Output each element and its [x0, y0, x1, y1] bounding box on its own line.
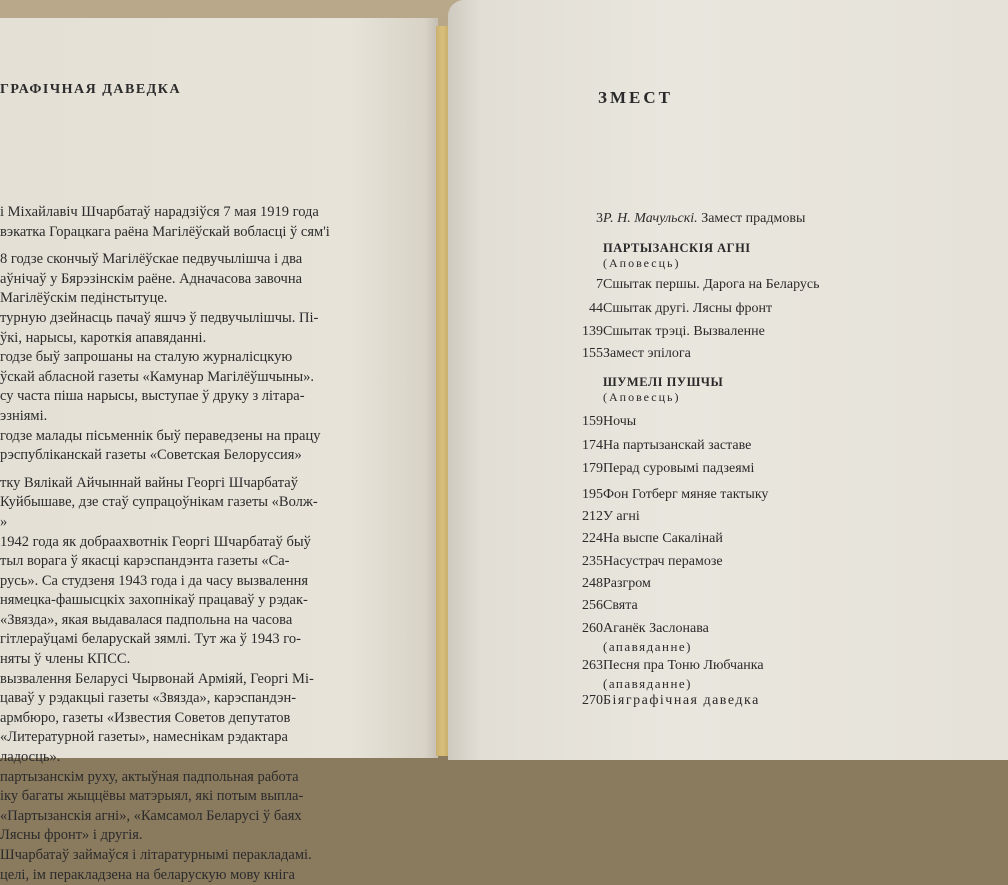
toc-entry-title: Свята: [603, 598, 638, 613]
toc-page-number: 139: [582, 324, 603, 339]
left-page-line: 8 годзе скончыў Магілёўскае педвучылішча і два: [0, 251, 303, 268]
toc-page-number: 195: [582, 487, 603, 502]
toc-section-subtitle: (Аповесць): [603, 390, 681, 404]
toc-entry-title: Замест эпілога: [603, 346, 691, 361]
left-page-line: Лясны фронт» і другія.: [0, 827, 143, 844]
toc-page-number: 7: [596, 277, 603, 292]
toc-entry-title: Ночы: [603, 414, 637, 429]
toc-entry-text: [603, 575, 651, 593]
left-page-heading: ГРАФІЧНАЯ ДАВЕДКА: [0, 82, 182, 97]
left-page-line: су часта піша нарысы, выступае ў друку з літара-: [0, 388, 305, 405]
toc-entry: [448, 486, 1008, 506]
right-page: [448, 0, 1008, 760]
toc-entry: [448, 657, 1008, 693]
toc-entry-text: [603, 460, 754, 478]
toc-entry-title: Перад суровымі падзеямі: [603, 461, 755, 476]
toc-entry-note: (апавяданне): [603, 676, 692, 691]
toc-entry-text: [603, 276, 820, 294]
toc-entry-text: [603, 413, 636, 431]
toc-entry-text: [603, 597, 638, 615]
toc-entry-title: Разгром: [603, 576, 651, 591]
toc-section-title: ШУМЕЛІ ПУШЧЫ: [603, 375, 724, 389]
toc-page-number: 159: [582, 414, 603, 429]
toc-entry: [448, 530, 1008, 550]
toc-entry-text: [603, 657, 764, 693]
left-page-line: гітлераўцамі беларускай зямлі. Тут жа ў 1943 го-: [0, 631, 301, 648]
left-page-line: турную дзейнасць пачаў яшчэ ў педвучылішчы. Пі-: [0, 309, 319, 326]
left-page-line: тыл ворага ў якасці карэспандэнта газеты «Са-: [0, 553, 290, 570]
toc-entry-title: У агні: [603, 509, 640, 524]
toc-entry: [448, 508, 1008, 528]
toc-entry: [448, 323, 1008, 343]
toc-entry: [448, 345, 1008, 365]
toc-entry-text: [603, 210, 805, 228]
left-page-text: [0, 203, 420, 885]
toc-entry-text: [603, 437, 751, 455]
toc-title: ЗМЕСТ: [598, 88, 673, 107]
toc-section-heading: [448, 374, 1008, 408]
toc-section-title: ПАРТЫЗАНСКІЯ АГНІ: [603, 241, 751, 255]
toc-entry: [448, 210, 1008, 230]
toc-entry-text: [603, 323, 765, 341]
toc-entry-title: Замест прадмовы: [697, 211, 806, 226]
left-page-line: Магілёўскім педінстытуце.: [0, 290, 168, 307]
left-page-line: аўнічаў у Бярэзінскім раёне. Адначасова завочна: [0, 270, 303, 287]
toc-page-number: 155: [582, 346, 603, 361]
left-page-line: ўскай абласной газеты «Камунар Магілёўшчыны».: [0, 368, 315, 385]
toc-page-number: 212: [582, 509, 603, 524]
toc-entry-title: Насустрач перамозе: [603, 554, 723, 569]
left-page-line: эзніямі.: [0, 407, 48, 424]
left-page-line: нямецка-фашысцкіх захопнікаў працаваў у рэдак-: [0, 592, 308, 609]
left-page-line: годзе малады пісьменнік быў пераведзены на працу: [0, 427, 321, 444]
toc-section-heading: [448, 240, 1008, 274]
toc-entry-title: Сшытак трэці. Вызваленне: [603, 324, 765, 339]
toc-entry: [448, 575, 1008, 595]
left-page-line: «Партызанскія агні», «Камсамол Беларусі ў баях: [0, 807, 302, 824]
left-page-line: целі, ім перакладзена на беларускую мову кніга: [0, 866, 295, 883]
toc-entry-title: Сшытак другі. Лясны фронт: [603, 301, 773, 316]
toc-section-subtitle: (Аповесць): [603, 256, 681, 270]
left-page-line: «Звязда», якая выдавалася падпольна на часова: [0, 611, 293, 628]
left-page-line: вызвалення Беларусі Чырвонай Арміяй, Георгі Мі-: [0, 670, 314, 687]
toc-entry: [448, 460, 1008, 480]
toc-entry: [448, 300, 1008, 320]
toc-entry: [448, 553, 1008, 573]
toc-page-number: 44: [589, 301, 603, 316]
toc-page-number: 224: [582, 531, 603, 546]
left-page-line: Шчарбатаў займаўся і літаратурнымі перакладамі.: [0, 847, 312, 863]
toc-entry-title: На выспе Сакалінай: [603, 531, 723, 546]
toc-page-number: 270: [582, 693, 603, 708]
left-page-line: тку Вялікай Айчыннай вайны Георгі Шчарбатаў: [0, 474, 298, 491]
toc-page-number: 260: [582, 621, 603, 636]
left-page-line: »: [0, 513, 8, 530]
toc-entry-text: [603, 300, 772, 318]
paragraph-gap: [0, 242, 420, 250]
toc-page-number: 263: [582, 658, 603, 673]
left-page-line: вэкатка Горацкага раёна Магілёўскай вобласці ў сям'і: [0, 223, 330, 240]
left-page-line: 1942 года як добраахвотнік Георгі Шчарбатаў быў: [0, 533, 311, 550]
left-page-line: ладосць».: [0, 749, 61, 766]
toc-entry-text: [603, 530, 723, 548]
toc-entry-text: [603, 486, 768, 504]
left-page-line: ўкі, нарысы, кароткія апавяданні.: [0, 329, 207, 346]
toc-entry: [448, 276, 1008, 296]
left-page-line: «Литературной газеты», намеснікам рэдактара: [0, 729, 288, 746]
toc-entry-title: Біяграфічная даведка: [603, 693, 760, 708]
toc-page-number: 256: [582, 598, 603, 613]
left-page-line: няты ў члены КПСС.: [0, 651, 131, 668]
left-page-line: цаваў у рэдакцыі газеты «Звязда», карэспандэн-: [0, 690, 297, 707]
toc-entry-note: (апавяданне): [603, 639, 692, 654]
toc-entry-text: [603, 692, 760, 710]
left-page-line: партызанскім руху, актыўная падпольная работа: [0, 768, 299, 785]
toc-page-number: 248: [582, 576, 603, 591]
left-page-line: русь». Са студзеня 1943 года і да часу вызвалення: [0, 572, 309, 589]
left-page-line: годзе быў запрошаны на сталую журналісцкую: [0, 349, 293, 366]
toc-entry-title: Аганёк Заслонава: [603, 621, 709, 636]
toc-entry: [448, 597, 1008, 617]
paragraph-gap: [0, 466, 420, 474]
toc-entry-author: Р. Н. Мачульскі.: [603, 211, 698, 226]
toc-entry-text: [603, 508, 640, 526]
toc-page-number: 235: [582, 554, 603, 569]
toc-page-number: 179: [582, 461, 603, 476]
left-page-line: іку багаты жыццёвы матэрыял, які потым выпла-: [0, 788, 304, 805]
toc-entry-text: [603, 553, 723, 571]
toc-entry: [448, 437, 1008, 457]
toc-entry-title: Фон Готберг мяняе тактыку: [603, 487, 769, 502]
left-page-line: Куйбышаве, дзе стаў супрацоўнікам газеты «Волж-: [0, 494, 318, 511]
left-page-line: рэспубліканскай газеты «Советская Белоруссия»: [0, 447, 302, 464]
toc-entry-title: Сшытак першы. Дарога на Беларусь: [603, 277, 820, 292]
toc-entry-text: [603, 345, 691, 363]
toc-page-number: 3: [596, 211, 603, 226]
toc-entry-title: На партызанскай заставе: [603, 438, 752, 453]
left-page-line: і Міхайлавіч Шчарбатаў нарадзіўся 7 мая 1919 года: [0, 204, 319, 220]
toc-page-number: 174: [582, 438, 603, 453]
toc-entry-title: Песня пра Тоню Любчанка: [603, 658, 764, 673]
left-page: [0, 18, 438, 883]
toc-entry-text: [603, 620, 709, 656]
toc-entry: [448, 413, 1008, 433]
toc-entry: [448, 620, 1008, 656]
toc-entry: [448, 692, 1008, 712]
left-page-line: армбюро, газеты «Известия Советов депутатов: [0, 709, 291, 726]
